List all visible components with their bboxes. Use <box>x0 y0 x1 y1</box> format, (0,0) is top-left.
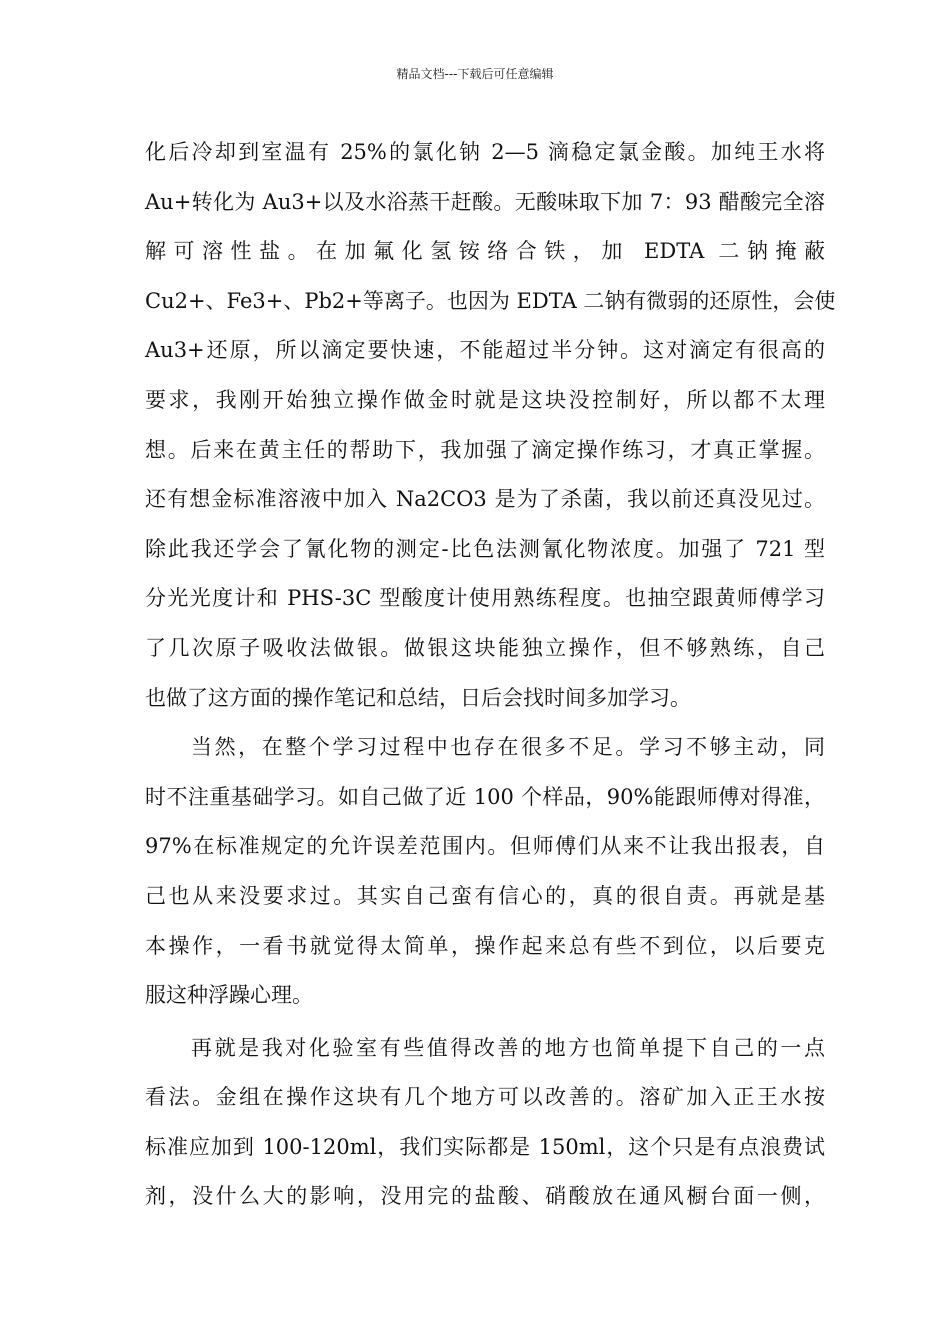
paragraph-2-line-6: 服这种浮躁心理。 <box>145 983 313 1008</box>
paragraph-2-line-3: 97%在标准规定的允许误差范围内。但师傅们从来不让我出报表，自 <box>145 834 825 859</box>
text-line-11: 了几次原子吸收法做银。做银这块能独立操作，但不够熟练，自己 <box>145 635 825 660</box>
text-line-5: Au3+还原，所以滴定要快速，不能超过半分钟。这对滴定有很高的 <box>145 338 825 363</box>
text-line-1: 化后冷却到室温有 25%的氯化钠 2—5 滴稳定氯金酸。加纯王水将 <box>145 140 825 164</box>
paragraph-3-line-4: 剂，没什么大的影响，没用完的盐酸、硝酸放在通风橱台面一侧， <box>145 1184 825 1209</box>
text-line-10: 分光光度计和 PHS-3C 型酸度计使用熟练程度。也抽空跟黄师傅学习 <box>145 586 825 611</box>
page-header: 精品文档---下载后可任意编辑 <box>396 67 554 81</box>
text-line-6: 要求，我刚开始独立操作做金时就是这块没控制好，所以都不太理 <box>145 387 825 412</box>
text-line-8: 还有想金标准溶液中加入 Na2CO3 是为了杀菌，我以前还真没见过。 <box>145 487 825 512</box>
paragraph-2-line-4: 己也从来没要求过。其实自己蛮有信心的，真的很自责。再就是基 <box>145 883 825 908</box>
paragraph-2-line-1: 当然，在整个学习过程中也存在很多不足。学习不够主动，同 <box>191 735 825 760</box>
paragraph-3-line-2: 看法。金组在操作这块有几个地方可以改善的。溶矿加入正王水按 <box>145 1085 825 1110</box>
text-line-4: Cu2+、Fe3+、Pb2+等离子。也因为 EDTA 二钠有微弱的还原性，会使 <box>145 288 836 313</box>
text-line-2: Au+转化为 Au3+以及水浴蒸干赶酸。无酸味取下加 7：93 醋酸完全溶 <box>145 189 825 214</box>
text-line-7: 想。后来在黄主任的帮助下，我加强了滴定操作练习，才真正掌握。 <box>145 437 825 462</box>
paragraph-2-line-2: 时不注重基础学习。如自己做了近 100 个样品，90%能跟师傅对得准， <box>145 784 825 809</box>
paragraph-3-line-3: 标准应加到 100-120ml，我们实际都是 150ml，这个只是有点浪费试 <box>145 1134 825 1159</box>
paragraph-3-line-1: 再就是我对化验室有些值得改善的地方也简单提下自己的一点 <box>191 1035 825 1060</box>
text-line-9: 除此我还学会了氰化物的测定-比色法测氰化物浓度。加强了 721 型 <box>145 536 825 561</box>
document-body <box>145 128 836 1222</box>
text-line-12: 也做了这方面的操作笔记和总结，日后会找时间多加学习。 <box>145 685 691 710</box>
paragraph-2-line-5: 本操作，一看书就觉得太简单，操作起来总有些不到位，以后要克 <box>145 933 825 958</box>
text-line-3: 解可溶性盐。在加氟化氢铵络合铁，加 EDTA 二钠掩蔽 <box>145 239 825 264</box>
